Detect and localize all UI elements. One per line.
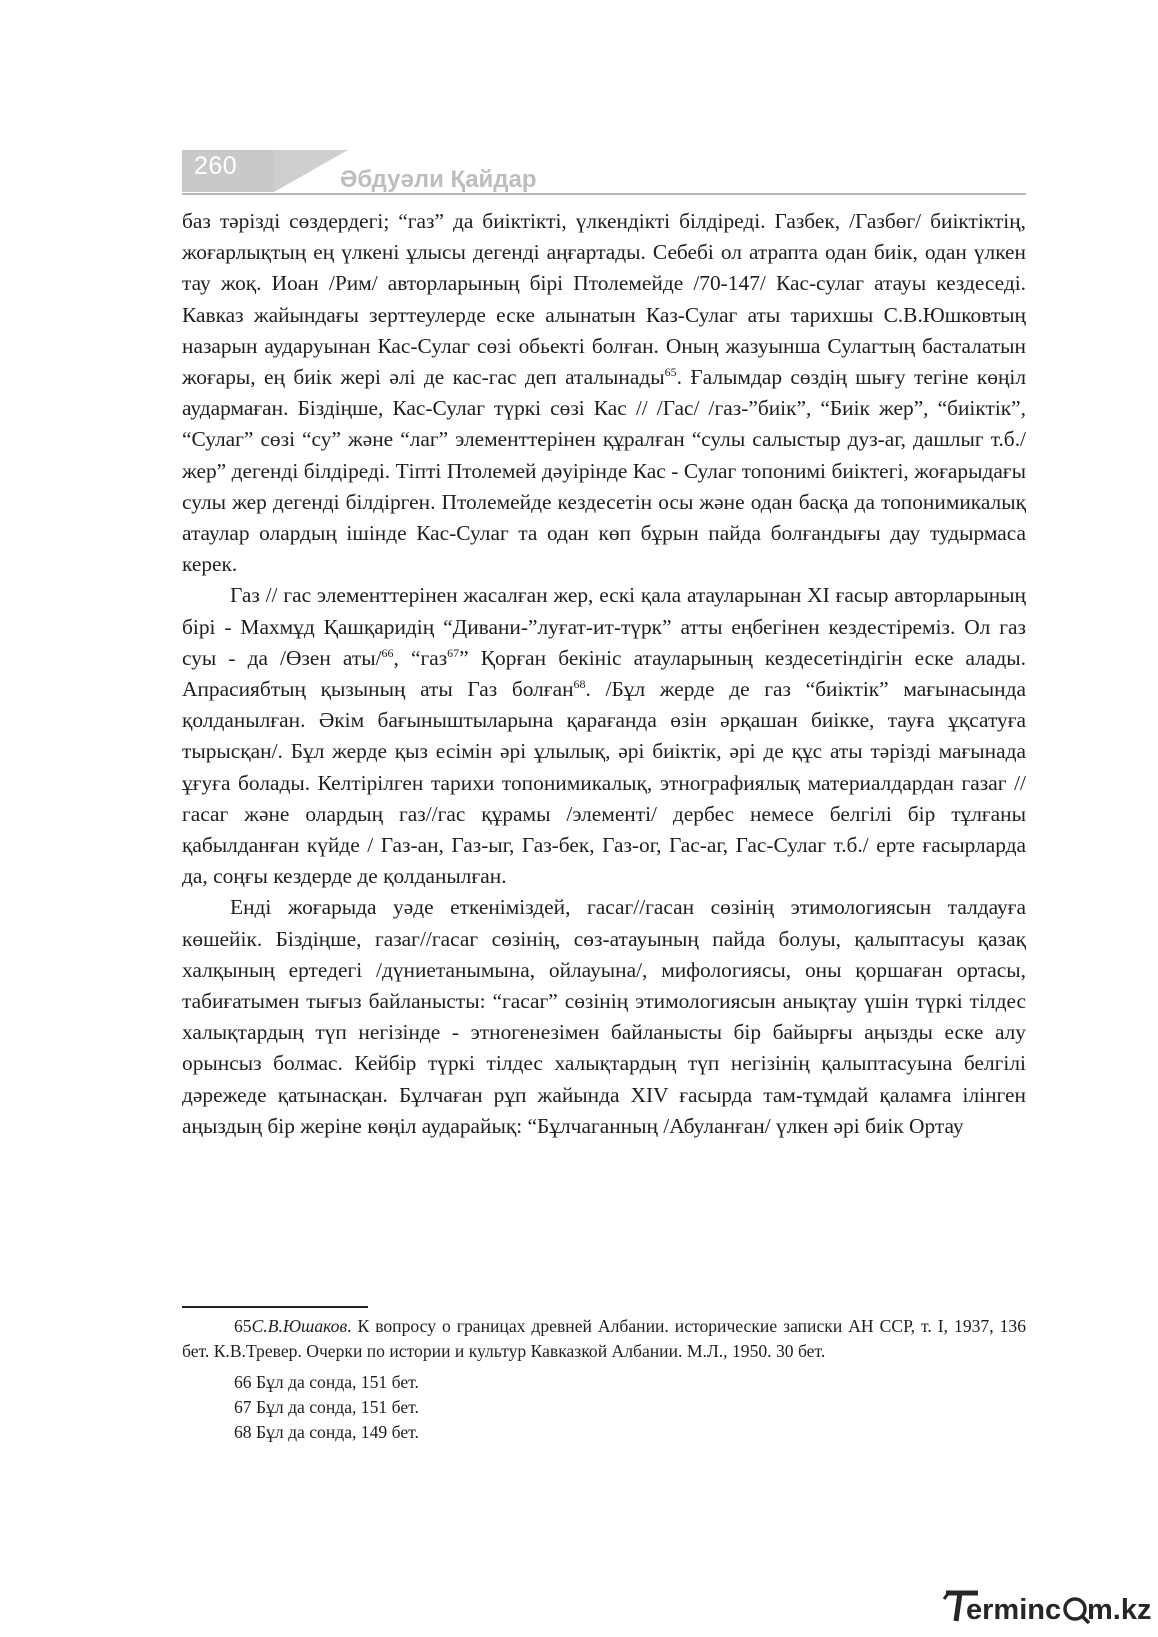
footnote-66: 66 Бұл да сонда, 151 бет. [234, 1372, 419, 1392]
footnote-number: 65 [234, 1316, 252, 1336]
footnote-65: 65С.В.Юшаков. К вопросу о границах древней Албании. исторические записки АН ССР, т. I, 1937, 136 бет. К.В.Тревер. Очерки по истории и культур Кавказкой Албании. М.Л., 1950. 30 бет. [182, 1316, 1026, 1361]
watermark-logo [944, 1587, 1152, 1627]
page-number-tab-tail [274, 150, 348, 192]
main-text [182, 206, 1026, 1142]
page-header [0, 0, 1158, 200]
watermark-graphic [944, 1587, 1152, 1627]
svg-text:m.kz: m.kz [1087, 1594, 1152, 1626]
footnotes [182, 1314, 1026, 1445]
paragraph-2: Газ // гас элементтерінен жасалған жер, ескі қала атауларынан XI ғасыр авторларының бірі - Махмұд Қашқаридің “Дивани-”луғат-ит-түрк” атты еңбегінен кездестіреміз. Ол газ суы - да /Өзен аты/$^{66}$, “газ$^{67}$” Қорған бекініс атауларының кездесетіндігін еске алады. Апрасиябтың қызының аты Газ болған$^{68}$. /Бұл жерде де газ “биіктік” мағынасында қолданылған. Әкім бағыныштыларына қарағанда өзін әрқашан биікке, тауға ұқсатуға тырысқан/. Бұл жерде қыз есімін әрі ұлылық, әрі биіктік, әрі де құс аты тәрізді мағынада ұғуға болады. Келтірілген тарихи топонимикалық, этнографиялық материалдардан газаг // гасаг және олардың газ//гас құрамы /элементі/ дербес немесе белгілі бір тұлғаны қабылданған күйде / Газ-ан, Газ-ыг, Газ-бек, Газ-ог, Гас-аг, Гас-Сулаг т.б./ ерте ғасырларда да, соңғы кездерде де қолданылған. [182, 583, 1026, 889]
footnote-ref-65[interactable]: 65 [664, 364, 677, 379]
footnote-ref-67[interactable]: 67 [447, 645, 460, 660]
paragraph-1: баз тәрізді сөздердегі; “газ” да биіктікті, үлкендікті білдіреді. Газбек, /Газбөг/ биіктіктің, жоғарлықтың ең үлкені ұлысы дегенді аңғартады. Себебі ол атрапта одан биік, одан үлкен тау жоқ. Иоан /Рим/ авторларының бірі Птолемейде /70-147/ Кас-сулаг атауы кездеседі. Кавказ жайындағы зерттеулерде еске алынатын Каз-Сулаг аты тарихшы С.В.Юшковтың назарын аударуынан Кас-Сулаг сөзі обьекті болған. Оның жазуынша Сулагтың басталатын жоғары, ең биік жері әлі де кас-гас деп аталынады$^{65}$. Ғалымдар сөздің шығу тегіне көңіл аудармаған. Біздіңше, Кас-Сулаг түркі сөзі Кас // /Гас/ /газ-”биік”, “Биік жер”, “биіктік”, “Сулаг” сөзі “су” және “лаг” элементтерінен құралған “сулы салыстыр дуз-аг, дашлыг т.б./ жер” дегенді білдіреді. Тіпті Птолемей дәуірінде Кас - Сулаг топонимі биіктегі, жоғарыдағы сулы жер дегенді білдірген. Птолемейде кездесетін осы және одан басқа да топонимикалық атаулар олардың ішінде Кас-Сулаг та одан көп бұрын пайда болғандығы дау тудырмаса керек. [182, 209, 1027, 577]
page-number: 260 [194, 152, 238, 180]
footnote-separator [182, 1306, 368, 1308]
footnote-68: 68 Бұл да сонда, 149 бет. [234, 1422, 419, 1442]
running-title: Әбдуәли Қайдар [340, 166, 537, 193]
footnote-ref-68[interactable]: 68 [573, 676, 586, 691]
footnote-ref-66[interactable]: 66 [381, 645, 394, 660]
header-rule [182, 193, 1026, 195]
footnote-author: С.В.Юшаков [251, 1316, 348, 1336]
svg-text:erminc: erminc [966, 1594, 1062, 1626]
footnote-67: 67 Бұл да сонда, 151 бет. [234, 1397, 419, 1417]
paragraph-3: Енді жоғарыда уәде еткеніміздей, гасаг//гасан сөзінің этимологиясын талдауға көшейік. Біздіңше, газаг//гасаг сөзінің, сөз-атауының пайда болуы, қалыптасуы қазақ халқының ертедегі /дүниетанымына, ойлауына/, мифологиясы, оны қоршаған ортасы, табиғатымен тығыз байланысты: “гасаг” сөзінің этимологиясын анықтау үшін түркі тілдес халықтардың түп негізінде - этногенезімен байланысты бір байырғы аңызды еске алу орынсыз болмас. Кейбір түркі тілдес халықтардың түп негізінің қалыптасуына белгілі дәрежеде қатынасқан. Бұлчаған рұп жайында XIV ғасырда там-тұмдай қаламға ілінген аңыздың бір жеріне көңіл аударайық: “Бұлчаганның /Абуланған/ үлкен әрі биік Ортау [182, 895, 1026, 1138]
